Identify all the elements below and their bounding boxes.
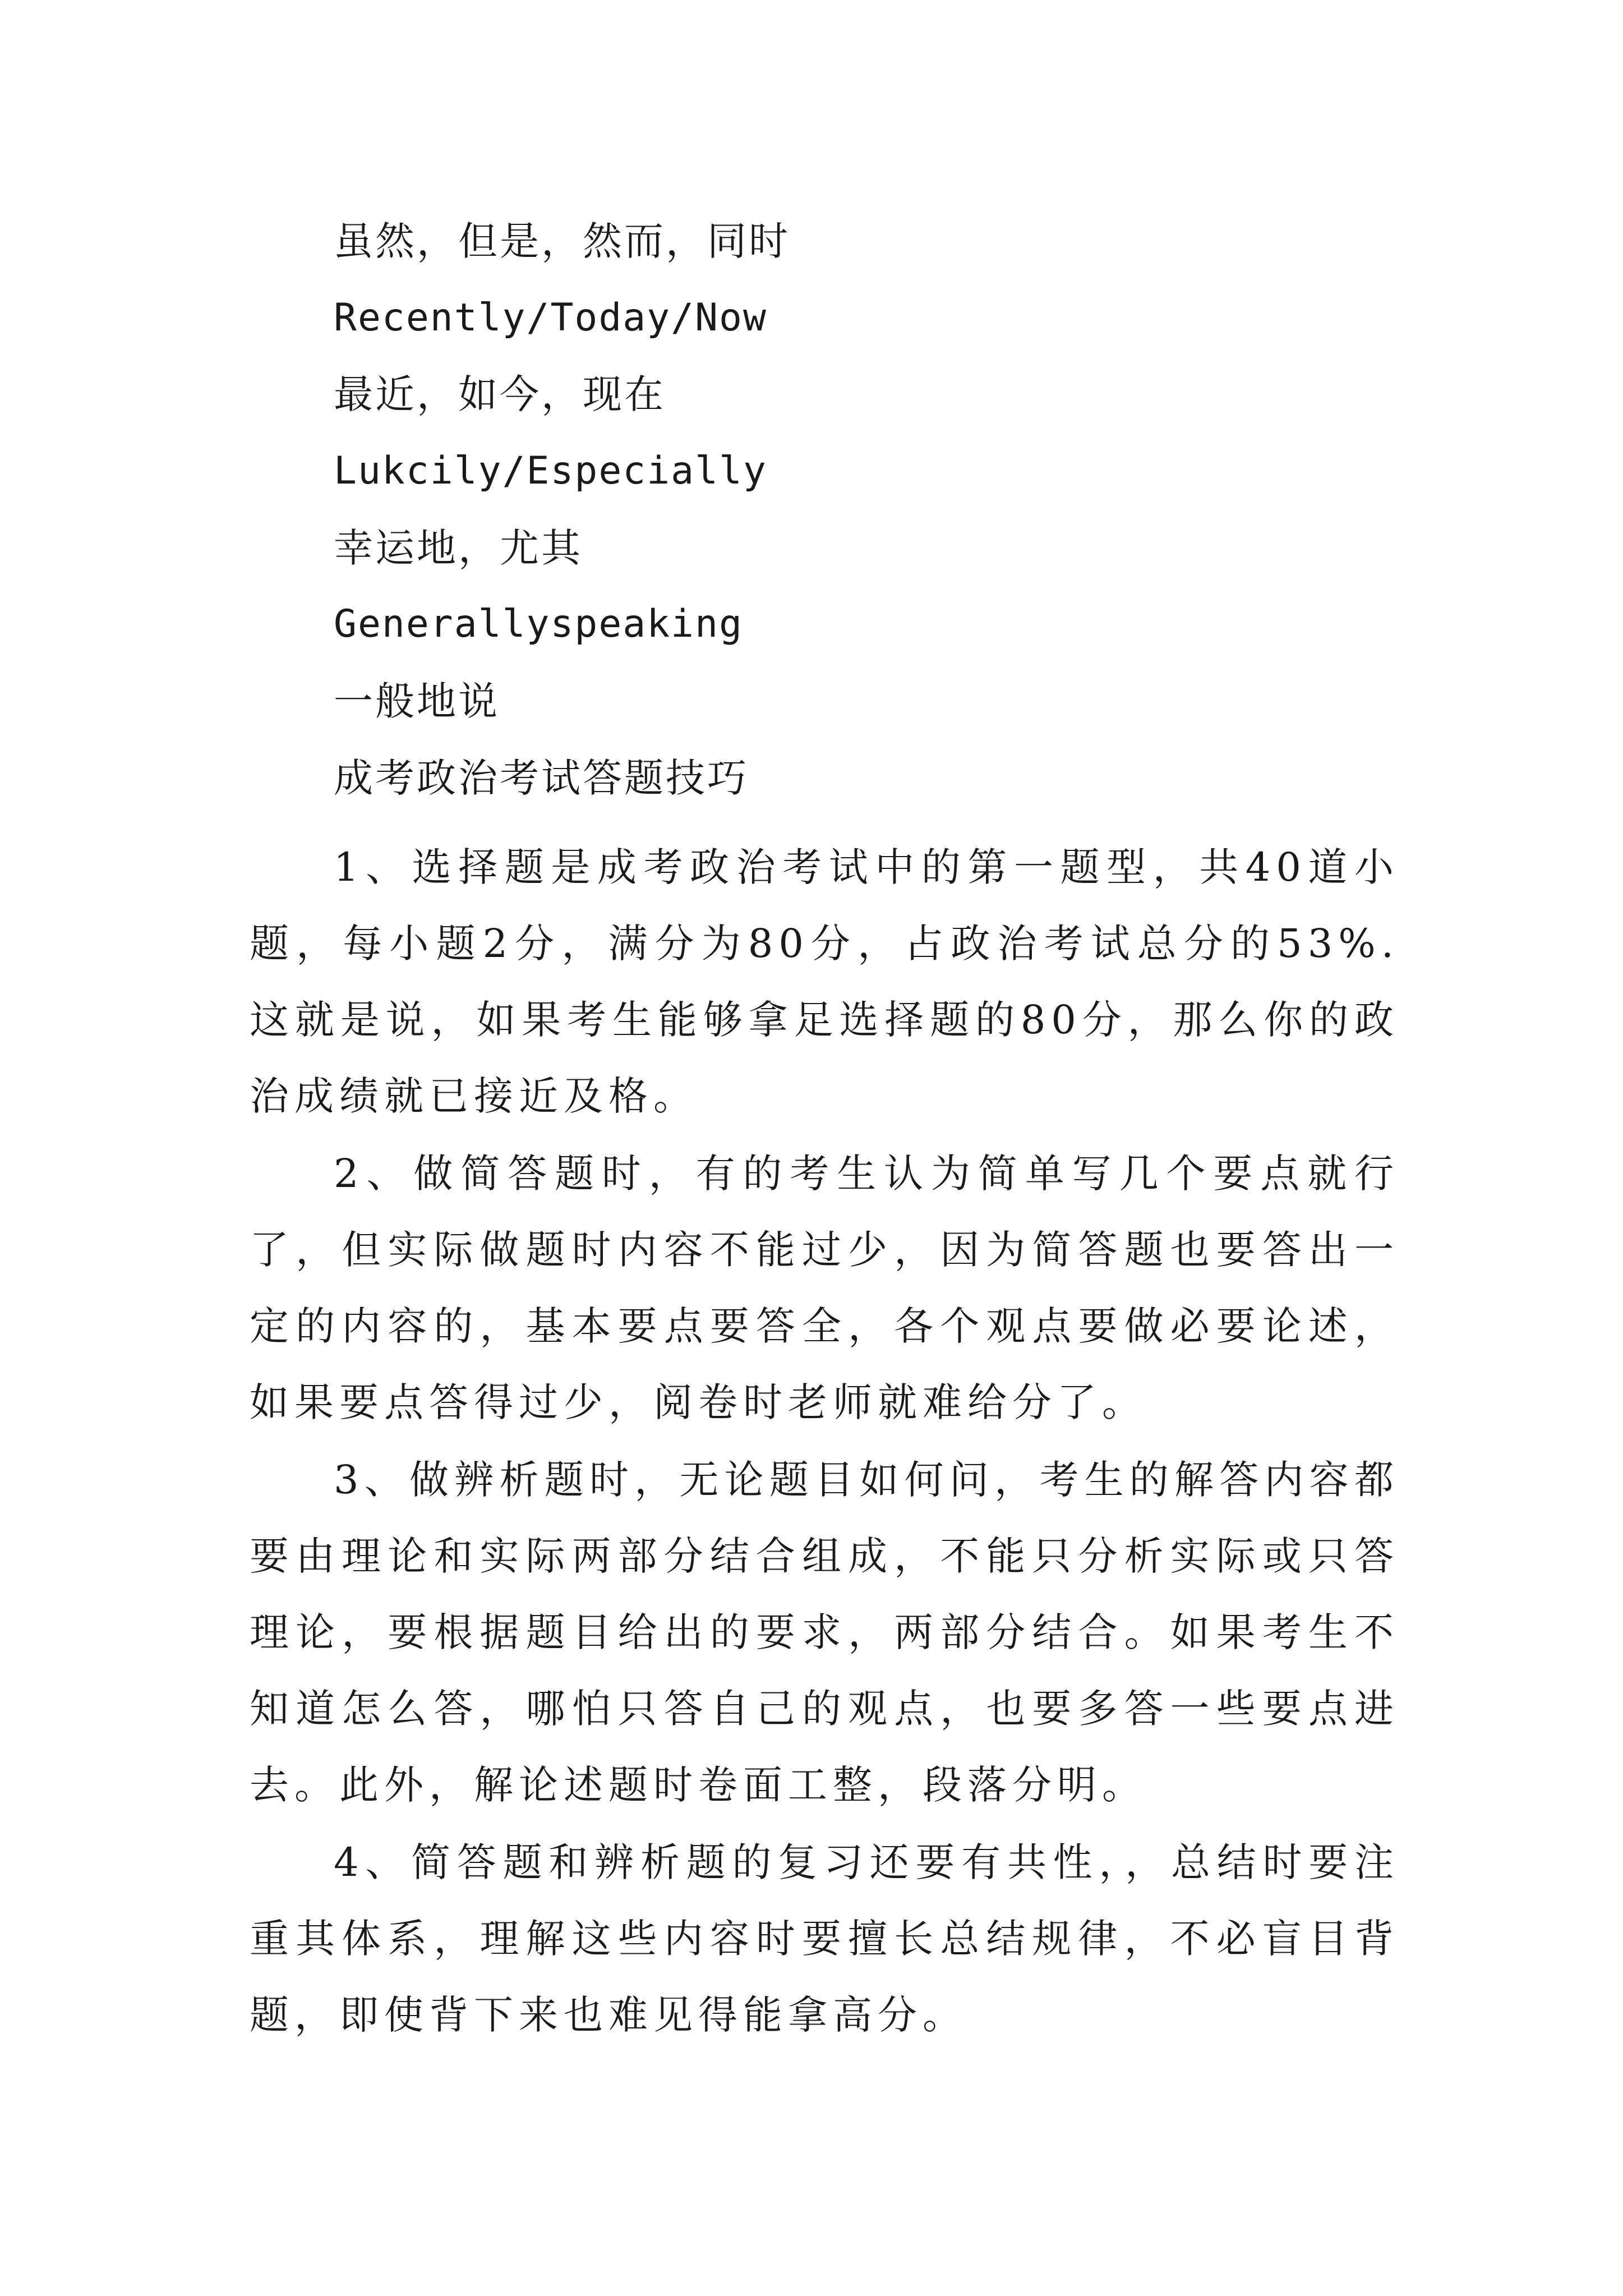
- line-luckily-translation: 幸运地，尤其: [334, 525, 583, 571]
- line-generally: Generallyspeaking: [334, 602, 743, 646]
- section-heading: 成考政治考试答题技巧: [334, 755, 749, 801]
- paragraph-4: 4、简答题和辨析题的复习还要有共性，，总结时要注重其体系，理解这些内容时要擅长总结规律，不必盲目背题，即使背下来也难见得能拿高分。: [250, 1839, 1399, 2038]
- line-recently: Recently/Today/Now: [334, 296, 767, 340]
- line-conjunctions: 虽然，但是，然而，同时: [334, 218, 790, 264]
- paragraph-3: 3、做辨析题时，无论题目如何问，考生的解答内容都要由理论和实际两部分结合组成，不能只分析实际或只答理论，要根据题目给出的要求，两部分结合。如果考生不知道怎么答，哪怕只答自己的观点，也要多答一些要点进去。此外，解论述题时卷面工整，段落分明。: [250, 1457, 1399, 1808]
- line-recently-translation: 最近，如今，现在: [334, 371, 666, 417]
- paragraph-2: 2、做简答题时，有的考生认为简单写几个要点就行了，但实际做题时内容不能过少，因为简答题也要答出一定的内容的，基本要点要答全，各个观点要做必要论述，如果要点答得过少，阅卷时老师就难给分了。: [250, 1151, 1399, 1425]
- line-generally-translation: 一般地说: [334, 678, 500, 724]
- paragraph-1: 1、选择题是成考政治考试中的第一题型，共40道小题，每小题2分，满分为80分，占政治考试总分的53%.这就是说，如果考生能够拿足选择题的80分，那么你的政治成绩就已接近及格。: [250, 844, 1399, 1119]
- line-luckily: Lukcily/Especially: [334, 449, 767, 493]
